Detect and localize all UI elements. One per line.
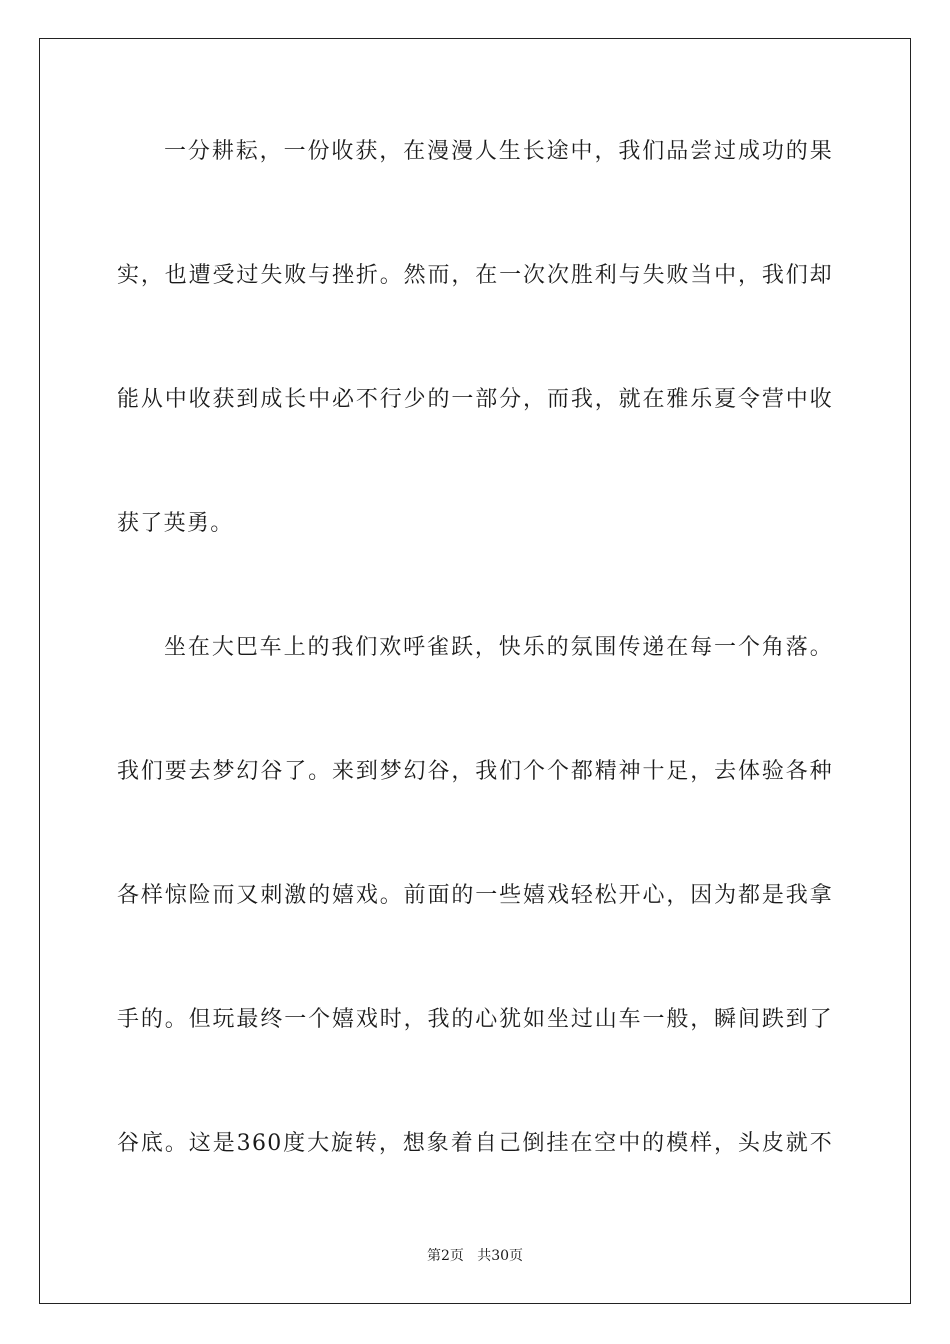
paragraph-2-line-4: 手的。但玩最终一个嬉戏时，我的心犹如坐过山车一般，瞬间跌到了 — [117, 1007, 833, 1032]
paragraph-2-line-5: 谷底。这是360度大旋转，想象着自己倒挂在空中的模样，头皮就不 — [117, 1131, 833, 1156]
paragraph-2-line-1: 坐在大巴车上的我们欢呼雀跃，快乐的氛围传递在每一个角落。 — [164, 635, 833, 660]
page-border — [39, 38, 911, 1304]
paragraph-1-line-2: 实，也遭受过失败与挫折。然而，在一次次胜利与失败当中，我们却 — [117, 263, 833, 288]
paragraph-1-line-4: 获了英勇。 — [117, 511, 234, 536]
page-number-footer: 第2页 共30页 — [426, 1248, 524, 1264]
paragraph-1-line-3: 能从中收获到成长中必不行少的一部分，而我，就在雅乐夏令营中收 — [117, 387, 833, 412]
paragraph-1-line-1: 一分耕耘，一份收获，在漫漫人生长途中，我们品尝过成功的果 — [164, 139, 833, 164]
paragraph-2-line-3: 各样惊险而又刺激的嬉戏。前面的一些嬉戏轻松开心，因为都是我拿 — [117, 883, 833, 908]
paragraph-2-line-2: 我们要去梦幻谷了。来到梦幻谷，我们个个都精神十足，去体验各种 — [117, 759, 833, 784]
